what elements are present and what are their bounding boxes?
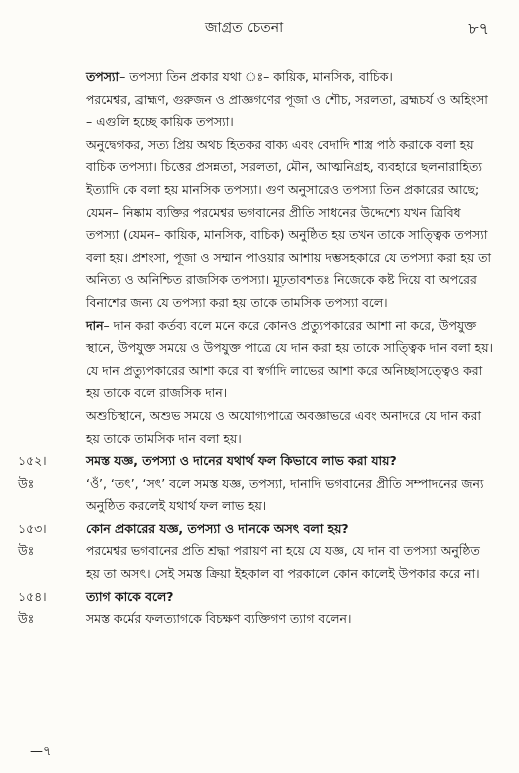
page-number: ৮৭ (468, 19, 489, 38)
term-dan: দান (86, 317, 104, 333)
question-154 (18, 586, 497, 609)
paragraph-bachik-manasik: অনুদ্বেগকর, সত্য প্রিয় অথচ হিতকর বাক্য এবং বেদাদি শাস্ত্র পাঠ করাকে বলা হয় বাচিক তপস্যা। চিত্তের প্রসন্নতা, সরলতা, মৌন, আত্মনিগ্রহ, ব্যবহারে ছলনারাহিত্য ইত্যাদি কে বলা হয় মানসিক তপস্যা। গুণ অনুসারেও তপস্যা তিন প্রকারের আছে; যেমন– নিষ্কাম ব্যক্তির পরমেশ্বর ভগবানের প্রীতি সাধনের উদ্দেশ্যে যখন ত্রিবিধ তপস্যা (যেমন– কায়িক, মানসিক, বাচিক) অনুষ্ঠিত হয় তখন তাকে সাত্ত্বিক তপস্যা বলা হয়। প্রশংসা, পূজা ও সম্মান পাওয়ার আশায় দম্ভসহকারে যে তপস্যা করা হয় তা অনিত্য ও অনিশ্চিত রাজসিক তপস্যা। মূঢ়তাবশতঃ নিজেকে কষ্ট দিয়ে বা অপরের বিনাশের জন্য যে তপস্যা করা হয় তাকে তামসিক তপস্যা বলে। (86, 136, 491, 310)
question-text: কোন প্রকারের যজ্ঞ, তপস্যা ও দানকে অসৎ বলা হয়? (86, 520, 349, 536)
question-153 (18, 518, 497, 541)
answer-label: উঃ (18, 611, 35, 627)
running-title: জাগ্রত চেতনা (205, 20, 284, 36)
paragraph-tapasya-def: তপস্যা– তপস্যা তিন প্রকার যথা ঃ– কায়িক, মানসিক, বাচিক। (86, 69, 393, 84)
term-tapasya: তপস্যা (86, 69, 120, 84)
paragraph-kayik: পরমেশ্বর, ব্রাহ্মণ, গুরুজন ও প্রাজ্ঞগণের পূজা ও শৌচ, সরলতা, ব্রহ্মচর্য ও অহিংসা – এগুলি হচ্ছে কায়িক তপস্যা। (86, 91, 488, 130)
answer-text: সমস্ত কর্মের ফলত্যাগকে বিচক্ষণ ব্যক্তিগণ ত্যাগ বলেন। (86, 611, 352, 627)
answer-152 (18, 473, 497, 518)
answer-153 (18, 540, 497, 585)
question-number: ১৫৩। (18, 520, 47, 536)
answer-label: উঃ (18, 543, 35, 559)
answer-text: পরমেশ্বর ভগবানের প্রতি শ্রদ্ধা পরায়ণ না হয়ে যে যজ্ঞ, যে দান বা তপস্যা অনুষ্ঠিত হয় তা অসৎ। সেই সমস্ত ক্রিয়া ইহকাল বা পরকালে কোন কালেই উপকার করে না। (86, 543, 480, 582)
answer-label: উঃ (18, 475, 35, 491)
answer-154 (18, 608, 497, 631)
answer-text: ‘ওঁ’, ‘তৎ’, ‘সৎ’ বলে সমস্ত যজ্ঞ, তপস্যা, দানাদি ভগবানের প্রীতি সম্পাদনের জন্য অনুষ্ঠিত করলেই যথার্থ ফল লাভ হয়। (86, 475, 484, 514)
paragraph-tamasik-dan: অশুচিস্থানে, অশুভ সময়ে ও অযোগ্যপাত্রে অবজ্ঞাভরে এবং অনাদরে যে দান করা হয় তাকে তামসিক দান বলা হয়। (86, 407, 481, 446)
question-number: ১৫৪। (18, 588, 47, 604)
question-152 (18, 450, 497, 473)
signature-mark: —৭ (30, 744, 52, 759)
paragraph-dan-def: দান– দান করা কর্তব্য বলে মনে করে কোনও প্রত্যুপকারের আশা না করে, উপযুক্ত স্থানে, উপযুক্ত সময়ে ও উপযুক্ত পাত্রে যে দান করা হয় তাকে সাত্ত্বিক দান বলা হয়। (86, 317, 493, 356)
question-text: সমস্ত যজ্ঞ, তপস্যা ও দানের যথার্থ ফল কিভাবে লাভ করা যায়? (86, 453, 397, 469)
page-header (0, 14, 519, 38)
paragraph-rajasik-dan: যে দান প্রত্যুপকারের আশা করে বা স্বর্গাদি লাভের আশা করে অনিচ্ছাসত্ত্বেও করা হয় তাকে বলে রাজসিক দান। (86, 362, 483, 401)
question-text: ত্যাগ কাকে বলে? (86, 588, 174, 604)
question-number: ১৫২। (18, 453, 47, 469)
page-body (18, 66, 497, 631)
